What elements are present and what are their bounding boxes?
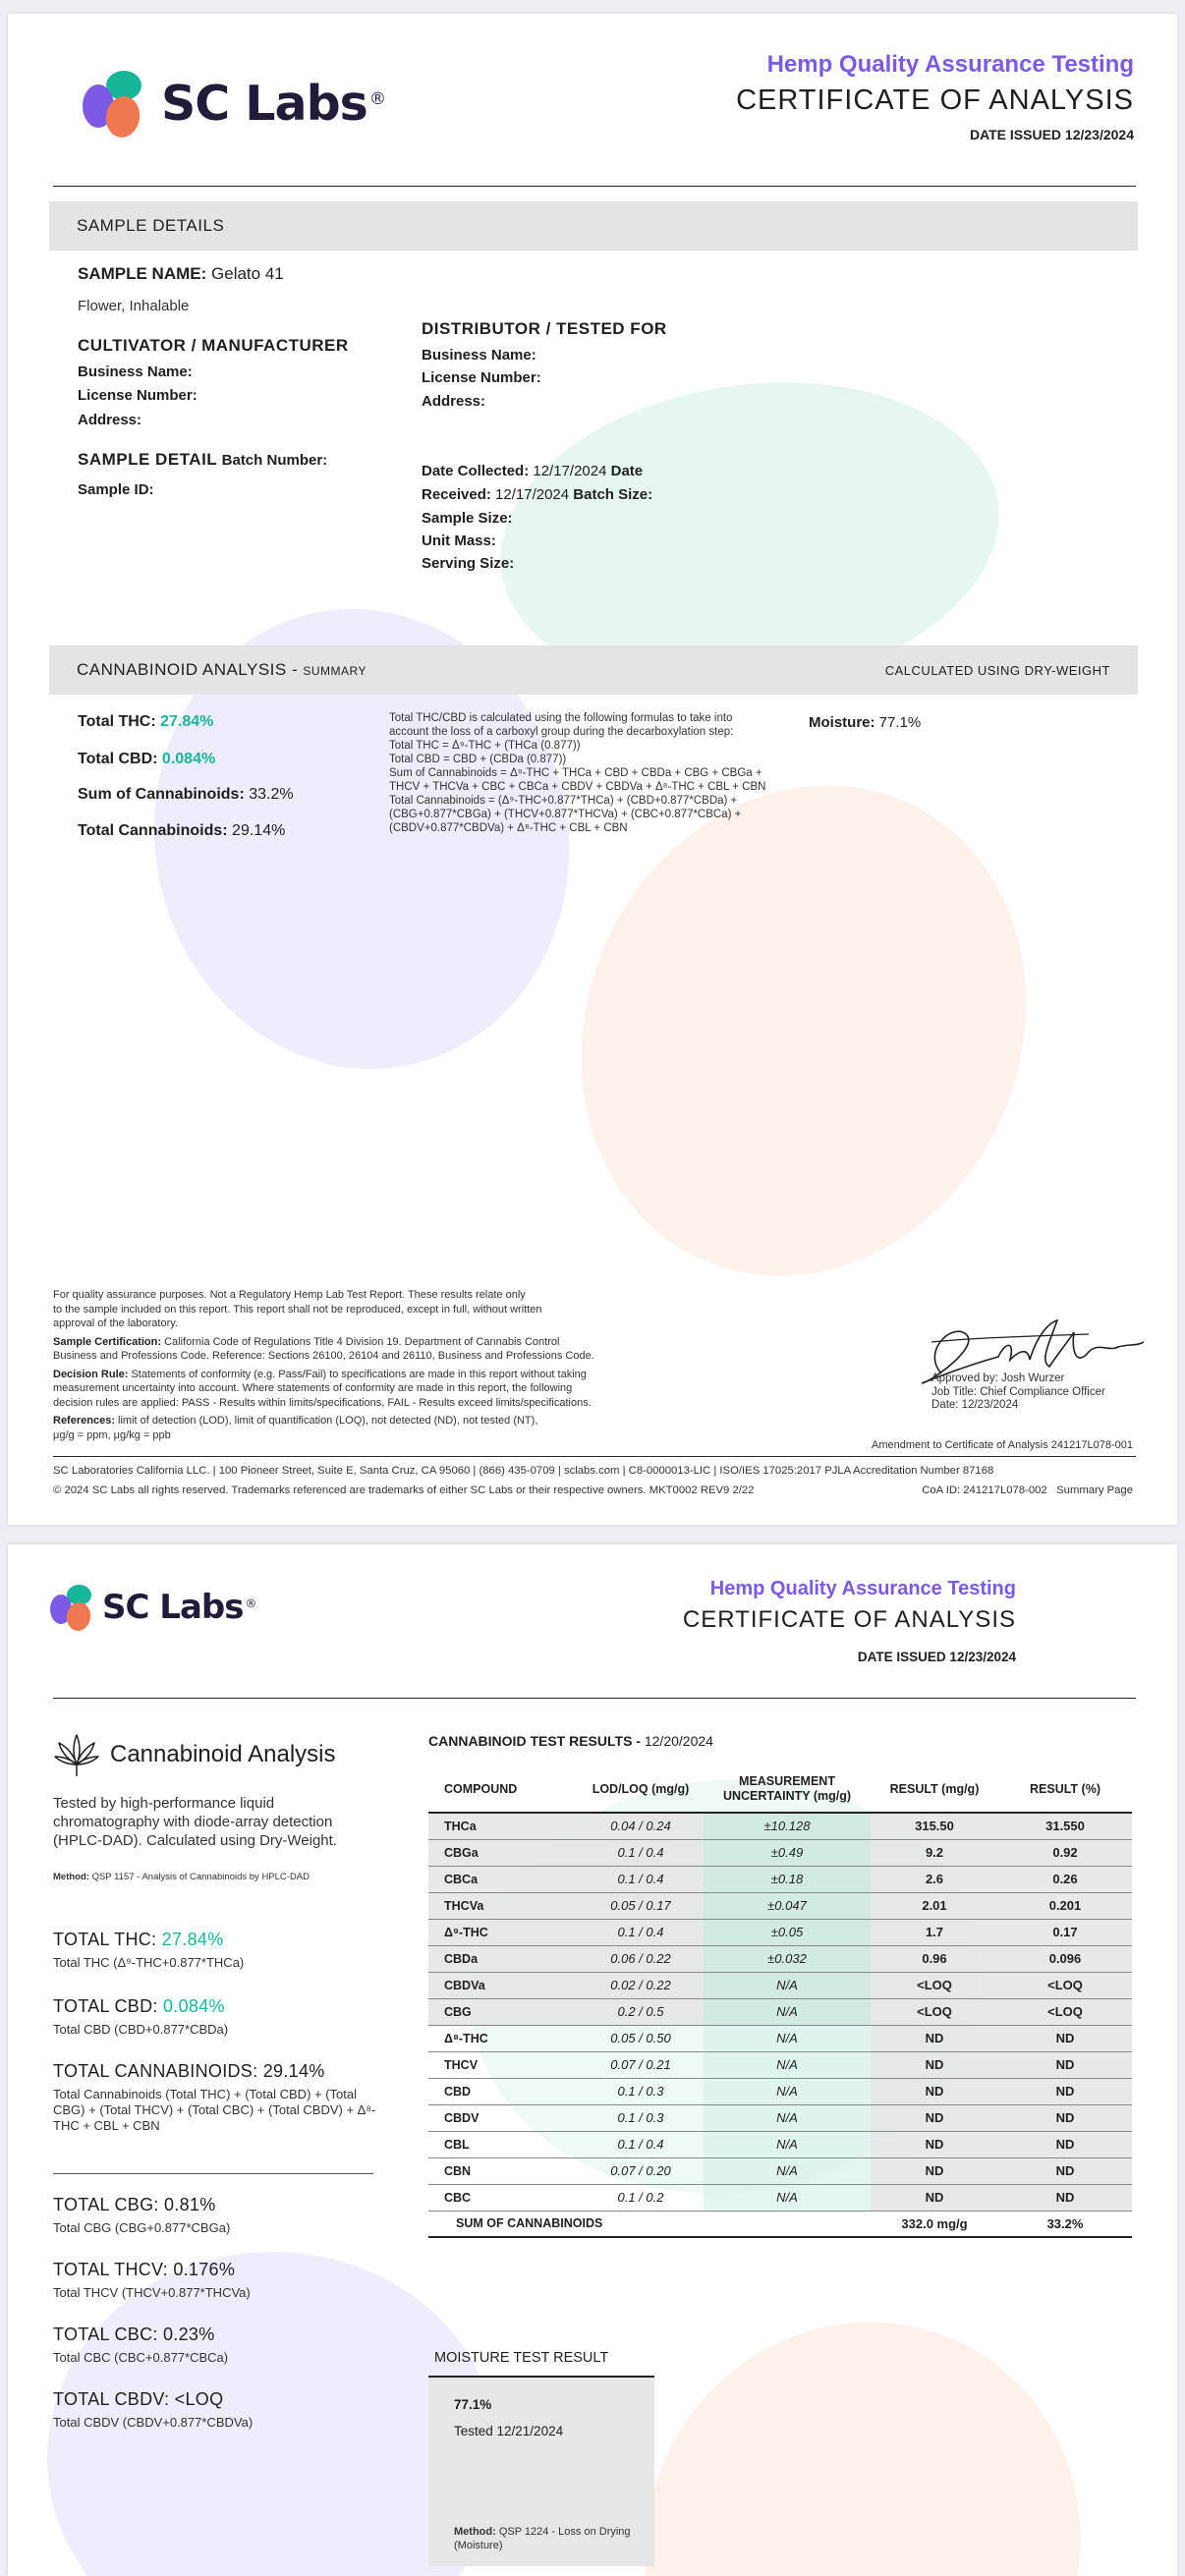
distributor-business-name: Business Name: bbox=[422, 347, 536, 364]
result-pct-cell: ND bbox=[998, 2104, 1132, 2131]
result-mg-cell: ND bbox=[871, 2157, 998, 2184]
lodloq-cell: 0.1 / 0.3 bbox=[578, 2104, 704, 2131]
distributor-license-number: License Number: bbox=[422, 369, 541, 386]
sample-details-bar bbox=[49, 201, 1138, 251]
uncertainty-cell: ±10.128 bbox=[704, 1813, 871, 1839]
result-mg-cell: ND bbox=[871, 2104, 998, 2131]
certificate-summary-page bbox=[8, 14, 1177, 1525]
compound-cell: Δ⁹-THC bbox=[428, 1919, 578, 1945]
total-cannabinoids-block: TOTAL CANNABINOIDS: 29.14% Total Cannabinoids (Total THC) + (Total CBD) + (Total CBG) + (Total THCV) + (Total CBC) + (Total CBDV) + Δ⁸-THC + CBL + CBN bbox=[53, 2061, 376, 2133]
compound-cell: CBN bbox=[428, 2157, 578, 2184]
report-title-2: CERTIFICATE OF ANALYSIS bbox=[682, 1606, 1016, 1633]
compound-cell: CBD bbox=[428, 2078, 578, 2104]
report-subtitle: Hemp Quality Assurance Testing bbox=[766, 51, 1134, 78]
lodloq-cell: 0.1 / 0.4 bbox=[578, 1919, 704, 1945]
analysis-heading bbox=[53, 1731, 336, 1778]
sample-details-title: SAMPLE DETAILS bbox=[77, 216, 225, 235]
cultivator-business-name: Business Name: bbox=[78, 364, 193, 380]
table-row bbox=[428, 2157, 1132, 2184]
total-cbd-summary: Total CBD: 0.084% bbox=[78, 751, 216, 767]
header-divider bbox=[53, 186, 1136, 187]
lab-address-line: SC Laboratories California LLC. | 100 Pioneer Street, Suite E, Santa Cruz, CA 95060 | (866) 435-0709 | sclabs.com | C8-0000013-LIC | ISO/IES 17025:2017 PJLA Accreditation Number 87168 bbox=[53, 1465, 994, 1477]
distributor-address: Address: bbox=[422, 393, 486, 410]
sample-type: Flower, Inhalable bbox=[78, 298, 190, 314]
lodloq-cell: 0.07 / 0.20 bbox=[578, 2157, 704, 2184]
result-mg-cell: 9.2 bbox=[871, 1839, 998, 1866]
compound-cell: Δ⁸-THC bbox=[428, 2025, 578, 2051]
date-received-line: Received: 12/17/2024 Batch Size: bbox=[422, 486, 653, 503]
table-row bbox=[428, 1972, 1132, 1998]
compound-cell: CBG bbox=[428, 1998, 578, 2025]
total-cbg-block: TOTAL CBG: 0.81% Total CBG (CBG+0.877*CBGa) bbox=[53, 2195, 231, 2235]
uncertainty-cell: N/A bbox=[704, 2025, 871, 2051]
logo-mark-icon bbox=[75, 67, 147, 140]
coa-id-line: CoA ID: 241217L078-002 Summary Page bbox=[922, 1484, 1133, 1496]
result-mg-cell: 2.01 bbox=[871, 1892, 998, 1919]
uncertainty-cell: ±0.05 bbox=[704, 1919, 871, 1945]
approved-by: Approved by: Josh Wurzer bbox=[931, 1372, 1065, 1384]
report-subtitle-2: Hemp Quality Assurance Testing bbox=[709, 1578, 1016, 1599]
result-mg-cell: 315.50 bbox=[871, 1813, 998, 1839]
date-collected-line: Date Collected: 12/17/2024 Date bbox=[422, 463, 644, 479]
moisture-result-box bbox=[428, 2378, 654, 2566]
lodloq-cell: 0.05 / 0.17 bbox=[578, 1892, 704, 1919]
sample-detail-heading: SAMPLE DETAIL Batch Number: bbox=[78, 450, 328, 469]
table-row bbox=[428, 2131, 1132, 2157]
moisture-section bbox=[428, 2350, 654, 2566]
report-title: CERTIFICATE OF ANALYSIS bbox=[736, 84, 1134, 116]
lodloq-cell: 0.1 / 0.2 bbox=[578, 2184, 704, 2211]
report-header-2 bbox=[683, 1578, 1016, 1664]
uncertainty-cell: N/A bbox=[704, 2051, 871, 2078]
lodloq-cell: 0.06 / 0.22 bbox=[578, 1945, 704, 1972]
lodloq-cell: 0.02 / 0.22 bbox=[578, 1972, 704, 1998]
uncertainty-cell: ±0.032 bbox=[704, 1945, 871, 1972]
compound-cell: THCVa bbox=[428, 1892, 578, 1919]
moisture-title: MOISTURE TEST RESULT bbox=[428, 2350, 654, 2378]
total-thc-block: TOTAL THC: 27.84% Total THC (Δ⁹-THC+0.877*THCa) bbox=[53, 1930, 245, 1970]
table-header-row bbox=[428, 1770, 1132, 1813]
result-mg-cell: ND bbox=[871, 2025, 998, 2051]
table-row bbox=[428, 1919, 1132, 1945]
result-mg-cell: ND bbox=[871, 2078, 998, 2104]
analysis-method: Method: QSP 1157 - Analysis of Cannabinoids by HPLC-DAD bbox=[53, 1872, 310, 1882]
table-row bbox=[428, 1998, 1132, 2025]
date-issued-2: DATE ISSUED 12/23/2024 bbox=[857, 1650, 1016, 1664]
logo-wordmark: SC Labs ® bbox=[161, 75, 385, 132]
table-row bbox=[428, 2051, 1132, 2078]
result-pct-cell: 0.17 bbox=[998, 1919, 1132, 1945]
sum-row bbox=[428, 2211, 1132, 2237]
decor-blob-peach-2 bbox=[573, 2252, 1152, 2576]
analysis-title: Cannabinoid Analysis bbox=[110, 1741, 336, 1767]
table-row bbox=[428, 1813, 1132, 1839]
col-lodloq: LOD/LOQ (mg/g) bbox=[578, 1770, 704, 1813]
lodloq-cell: 0.1 / 0.3 bbox=[578, 2078, 704, 2104]
disclaimer-notes: For quality assurance purposes. Not a Regulatory Hemp Lab Test Report. These results relate only to the sample included on this report. This report shall not be reproduced, except in full, without written approval of the laboratory. Sample Certification: California Code of Regulations Title 4 Division 19. Department of Cannabis Control Business and Professions Code. Reference: Sections 26100, 26104 and 26110, Business and Professions Code. Decision Rule: Statements of conformity (e.g. Pass/Fail) to specifications are made in this report without taking measurement uncertainty into account. Where statements of conformity are made in this report, the following decision rules are applied: PASS - Results within limits/specifications, FAIL - Results exceed limits/specifications. References: limit of detection (LOD), limit of quantification (LOQ), not detected (ND), not tested (NT), μg/g = ppm, μg/kg = ppb bbox=[53, 1289, 594, 1441]
logo-wordmark-small: SC Labs ® bbox=[102, 1588, 256, 1627]
table-row bbox=[428, 1839, 1132, 1866]
uncertainty-cell: N/A bbox=[704, 1972, 871, 1998]
sum-label-cell: SUM OF CANNABINOIDS bbox=[428, 2211, 871, 2237]
col-result-mg: RESULT (mg/g) bbox=[871, 1770, 998, 1813]
result-pct-cell: 31.550 bbox=[998, 1813, 1132, 1839]
cultivator-title: CULTIVATOR / MANUFACTURER bbox=[78, 336, 349, 355]
cannabinoid-summary-bar bbox=[49, 645, 1138, 695]
result-mg-cell: 1.7 bbox=[871, 1919, 998, 1945]
total-cbdv-block: TOTAL CBDV: <LOQ Total CBDV (CBDV+0.877*CBDVa) bbox=[53, 2389, 254, 2430]
lodloq-cell: 0.2 / 0.5 bbox=[578, 1998, 704, 2025]
date-issued: DATE ISSUED 12/23/2024 bbox=[969, 127, 1134, 142]
result-mg-cell: <LOQ bbox=[871, 1998, 998, 2025]
result-mg-cell: ND bbox=[871, 2131, 998, 2157]
compound-cell: THCV bbox=[428, 2051, 578, 2078]
total-thcv-block: TOTAL THCV: 0.176% Total THCV (THCV+0.877*THCVa) bbox=[53, 2260, 251, 2300]
report-header bbox=[736, 51, 1134, 142]
col-uncertainty: MEASUREMENT UNCERTAINTY (mg/g) bbox=[704, 1770, 871, 1813]
table-row bbox=[428, 1892, 1132, 1919]
cannabinoid-analysis-page bbox=[8, 1544, 1177, 2576]
result-pct-cell: <LOQ bbox=[998, 1998, 1132, 2025]
result-mg-cell: <LOQ bbox=[871, 1972, 998, 1998]
result-mg-cell: ND bbox=[871, 2184, 998, 2211]
lodloq-cell: 0.1 / 0.4 bbox=[578, 2131, 704, 2157]
result-pct-cell: ND bbox=[998, 2131, 1132, 2157]
logo-mark-icon-small bbox=[45, 1582, 94, 1633]
amendment-note: Amendment to Certificate of Analysis 241217L078-001 bbox=[872, 1439, 1133, 1451]
sc-labs-logo bbox=[75, 67, 385, 140]
uncertainty-cell: N/A bbox=[704, 2131, 871, 2157]
moisture-tested-date: Tested 12/21/2024 bbox=[454, 2424, 564, 2438]
total-thc-summary: Total THC: 27.84% bbox=[78, 713, 214, 730]
table-row bbox=[428, 2025, 1132, 2051]
uncertainty-cell: N/A bbox=[704, 1998, 871, 2025]
table-row bbox=[428, 1945, 1132, 1972]
sample-size-label: Sample Size: bbox=[422, 510, 513, 527]
cannabis-leaf-icon bbox=[53, 1731, 100, 1778]
uncertainty-cell: N/A bbox=[704, 2184, 871, 2211]
totals-divider bbox=[53, 2173, 373, 2174]
sc-labs-logo-small bbox=[45, 1582, 255, 1633]
uncertainty-cell: N/A bbox=[704, 2157, 871, 2184]
result-pct-cell: <LOQ bbox=[998, 1972, 1132, 1998]
result-pct-cell: ND bbox=[998, 2157, 1132, 2184]
sample-name-line: SAMPLE NAME: Gelato 41 bbox=[78, 264, 284, 283]
cultivator-address: Address: bbox=[78, 412, 142, 428]
total-cbd-block: TOTAL CBD: 0.084% Total CBD (CBD+0.877*CBDa) bbox=[53, 1996, 229, 2037]
uncertainty-cell: ±0.18 bbox=[704, 1866, 871, 1892]
analysis-description: Tested by high-performance liquid chromatography with diode-array detection (HPLC-DAD). Calculated using Dry-Weight. bbox=[53, 1795, 337, 1849]
result-mg-cell: 0.96 bbox=[871, 1945, 998, 1972]
result-pct-cell: ND bbox=[998, 2184, 1132, 2211]
total-cbc-block: TOTAL CBC: 0.23% Total CBC (CBC+0.877*CBCa) bbox=[53, 2324, 229, 2365]
sum-mg-cell: 332.0 mg/g bbox=[871, 2211, 998, 2237]
uncertainty-cell: ±0.047 bbox=[704, 1892, 871, 1919]
results-heading: CANNABINOID TEST RESULTS - 12/20/2024 bbox=[428, 1733, 713, 1749]
cultivator-license-number: License Number: bbox=[78, 387, 198, 404]
result-mg-cell: 2.6 bbox=[871, 1866, 998, 1892]
approver-job-title: Job Title: Chief Compliance Officer bbox=[931, 1385, 1105, 1398]
compound-cell: CBL bbox=[428, 2131, 578, 2157]
cannabinoid-results-table bbox=[428, 1770, 1132, 2238]
lodloq-cell: 0.04 / 0.24 bbox=[578, 1813, 704, 1839]
sample-name-value: Gelato 41 bbox=[211, 264, 284, 283]
uncertainty-cell: ±0.49 bbox=[704, 1839, 871, 1866]
moisture-value: 77.1% bbox=[454, 2397, 492, 2412]
lodloq-cell: 0.07 / 0.21 bbox=[578, 2051, 704, 2078]
lodloq-cell: 0.1 / 0.4 bbox=[578, 1839, 704, 1866]
result-mg-cell: ND bbox=[871, 2051, 998, 2078]
moisture-method: Method: QSP 1224 - Loss on Drying (Moisture) bbox=[454, 2526, 631, 2551]
table-row bbox=[428, 2184, 1132, 2211]
table-row bbox=[428, 2104, 1132, 2131]
serving-size-label: Serving Size: bbox=[422, 555, 515, 572]
table-row bbox=[428, 1866, 1132, 1892]
result-pct-cell: 0.096 bbox=[998, 1945, 1132, 1972]
sample-id-label: Sample ID: bbox=[78, 481, 154, 498]
sum-cannabinoids-summary: Sum of Cannabinoids: 33.2% bbox=[78, 786, 294, 803]
uncertainty-cell: N/A bbox=[704, 2078, 871, 2104]
compound-cell: CBGa bbox=[428, 1839, 578, 1866]
dry-weight-note: CALCULATED USING DRY-WEIGHT bbox=[884, 662, 1110, 678]
col-result-pct: RESULT (%) bbox=[998, 1770, 1132, 1813]
approval-block bbox=[931, 1372, 1105, 1413]
unit-mass-label: Unit Mass: bbox=[422, 532, 496, 549]
lodloq-cell: 0.1 / 0.4 bbox=[578, 1866, 704, 1892]
calculation-formulas: Total THC/CBD is calculated using the following formulas to take into account the loss of a carboxyl group during the decarboxylation step: Total THC = Δ⁹-THC + (THCa (0.877)) Total CBD = CBD + (CBDa (0.877)) Sum of Cannabinoids = Δ⁹-THC + THCa + CBD + CBDa + CBG + CBGa + THCV + THCVa + CBC + CBCa + CBDV + CBDVa + Δ⁸-THC + CBL + CBN Total Cannabinoids = (Δ⁹-THC+0.877*THCa) + (CBD+0.877*CBDa) + (CBG+0.877*CBGa) + (THCV+0.877*THCVa) + (CBC+0.877*CBCa) + (CBDV+0.877*CBDVa) + Δ⁸-THC + CBL + CBN bbox=[389, 712, 766, 834]
footer-divider bbox=[53, 1456, 1136, 1457]
copyright-line: © 2024 SC Labs all rights reserved. Trademarks referenced are trademarks of either SC Labs or their respective owners. MKT0002 REV9 2/22 bbox=[53, 1484, 755, 1496]
approval-date: Date: 12/23/2024 bbox=[931, 1399, 1019, 1411]
sum-pct-cell: 33.2% bbox=[998, 2211, 1132, 2237]
uncertainty-cell: N/A bbox=[704, 2104, 871, 2131]
result-pct-cell: 0.92 bbox=[998, 1839, 1132, 1866]
distributor-title: DISTRIBUTOR / TESTED FOR bbox=[422, 319, 667, 338]
lodloq-cell: 0.05 / 0.50 bbox=[578, 2025, 704, 2051]
cannabinoid-summary-title: CANNABINOID ANALYSIS - SUMMARY bbox=[77, 660, 367, 679]
table-row bbox=[428, 2078, 1132, 2104]
result-pct-cell: 0.201 bbox=[998, 1892, 1132, 1919]
compound-cell: CBDV bbox=[428, 2104, 578, 2131]
header-divider-2 bbox=[53, 1698, 1136, 1699]
total-cannabinoids-summary: Total Cannabinoids: 29.14% bbox=[78, 822, 286, 839]
compound-cell: CBC bbox=[428, 2184, 578, 2211]
compound-cell: CBDa bbox=[428, 1945, 578, 1972]
result-pct-cell: ND bbox=[998, 2025, 1132, 2051]
col-compound: COMPOUND bbox=[428, 1770, 578, 1813]
moisture-summary: Moisture: 77.1% bbox=[809, 714, 922, 731]
result-pct-cell: 0.26 bbox=[998, 1866, 1132, 1892]
result-pct-cell: ND bbox=[998, 2078, 1132, 2104]
compound-cell: CBCa bbox=[428, 1866, 578, 1892]
compound-cell: THCa bbox=[428, 1813, 578, 1839]
compound-cell: CBDVa bbox=[428, 1972, 578, 1998]
result-pct-cell: ND bbox=[998, 2051, 1132, 2078]
